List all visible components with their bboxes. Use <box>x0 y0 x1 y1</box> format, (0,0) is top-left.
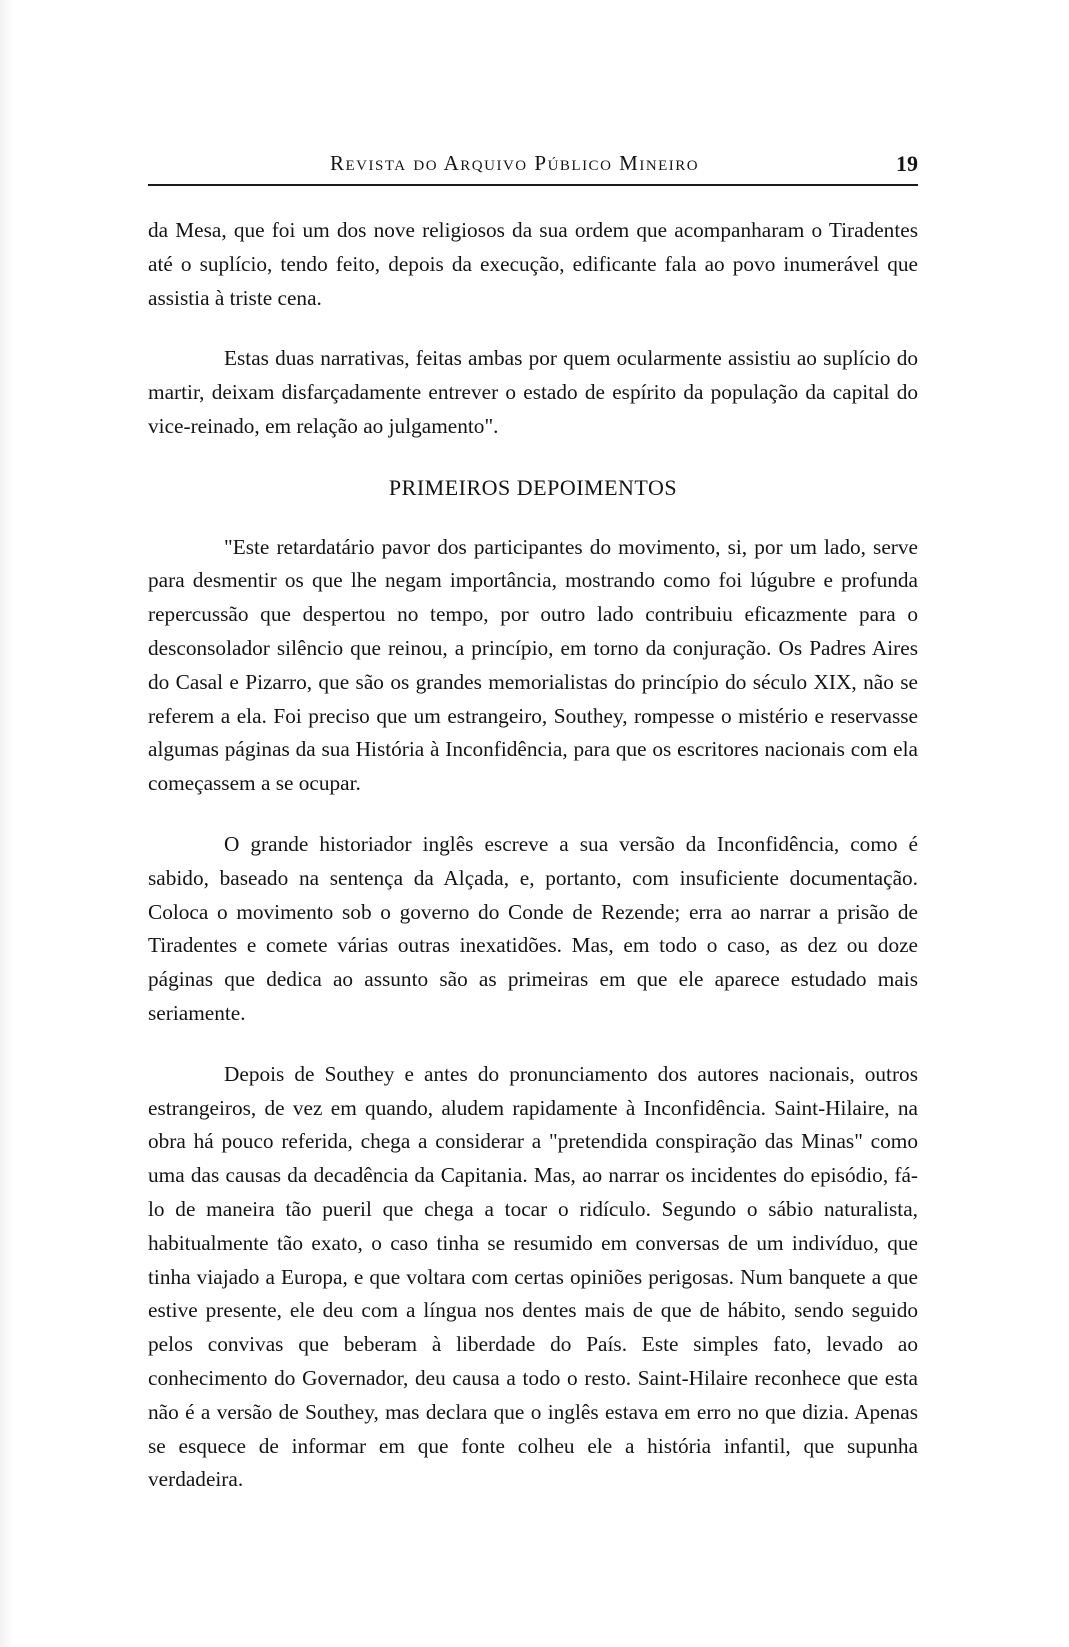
running-header <box>148 151 918 191</box>
page-edge-shadow <box>0 0 14 1647</box>
section-heading: PRIMEIROS DEPOIMENTOS <box>388 474 678 500</box>
page-number: 19 <box>896 151 918 176</box>
paragraph: "Este retardatário pavor dos participantes do movimento, si, por um lado, serve para desmentir os que lhe negam importância, mostrando como foi lúgubre e profunda repercussão que despertou no tempo, por outro lado contribuiu eficazmente para o desconsolador silêncio que reinou, a princípio, em torno da conjuração. Os Padres Aires do Casal e Pizarro, que são os grandes memorialistas do princípio do século XIX, não se referem a ela. Foi preciso que um estrangeiro, Southey, rompesse o mistério e reservasse algumas páginas da sua História à Inconfidência, para que os escritores nacionais com ela começassem a se ocupar. <box>148 534 918 796</box>
paragraph: Depois de Southey e antes do pronunciamento dos autores nacionais, outros estrangeiros, de vez em quando, aludem rapidamente à Inconfidência. Saint-Hilaire, na obra há pouco referida, chega a considerar a "pretendida conspiração das Minas" como uma das causas da decadência da Capitania. Mas, ao narrar os incidentes do episódio, fá-lo de maneira tão pueril que chega a tocar o ridículo. Segundo o sábio naturalista, habitualmente tão exato, o caso tinha se resumido em conversas de um indivíduo, que tinha viajado a Europa, e que voltara com certas opiniões perigosas. Num banquete a que estive presente, ele deu com a língua nos dentes mais de que de hábito, sendo seguido pelos convivas que beberam à liberdade do País. Este simples fato, levado ao conhecimento do Governador, deu causa a todo o resto. Saint-Hilaire reconhece que esta não é a versão de Southey, mas declara que o inglês estava em erro no que dizia. Apenas se esquece de informar em que fonte colheu ele a história infantil, que supunha verdadeira. <box>148 1061 918 1492</box>
paragraph: O grande historiador inglês escreve a sua versão da Inconfidência, como é sabido, baseado na sentença da Alçada, e, portanto, com insuficiente documentação. Coloca o movimento sob o governo do Conde de Rezende; erra ao narrar a prisão de Tiradentes e comete várias outras inexatidões. Mas, em todo o caso, as dez ou doze páginas que dedica ao assunto são as primeiras em que ele aparece estudado mais seriamente. <box>148 831 918 1025</box>
paragraph: Estas duas narrativas, feitas ambas por quem ocularmente assistiu ao suplício do martir, deixam disfarçadamente entrever o estado de espírito da população da capital do vice-reinado, em relação ao julgamento". <box>148 346 918 438</box>
header-rule <box>148 184 918 186</box>
paragraph-continued: da Mesa, que foi um dos nove religiosos da sua ordem que acompanharam o Tiradentes até o suplício, tendo feito, depois da execução, edificante fala ao povo inumerável que assistia à triste cena. <box>148 218 918 310</box>
running-title: Revista do Arquivo Público Mineiro <box>330 151 700 175</box>
page-body <box>148 214 918 1524</box>
